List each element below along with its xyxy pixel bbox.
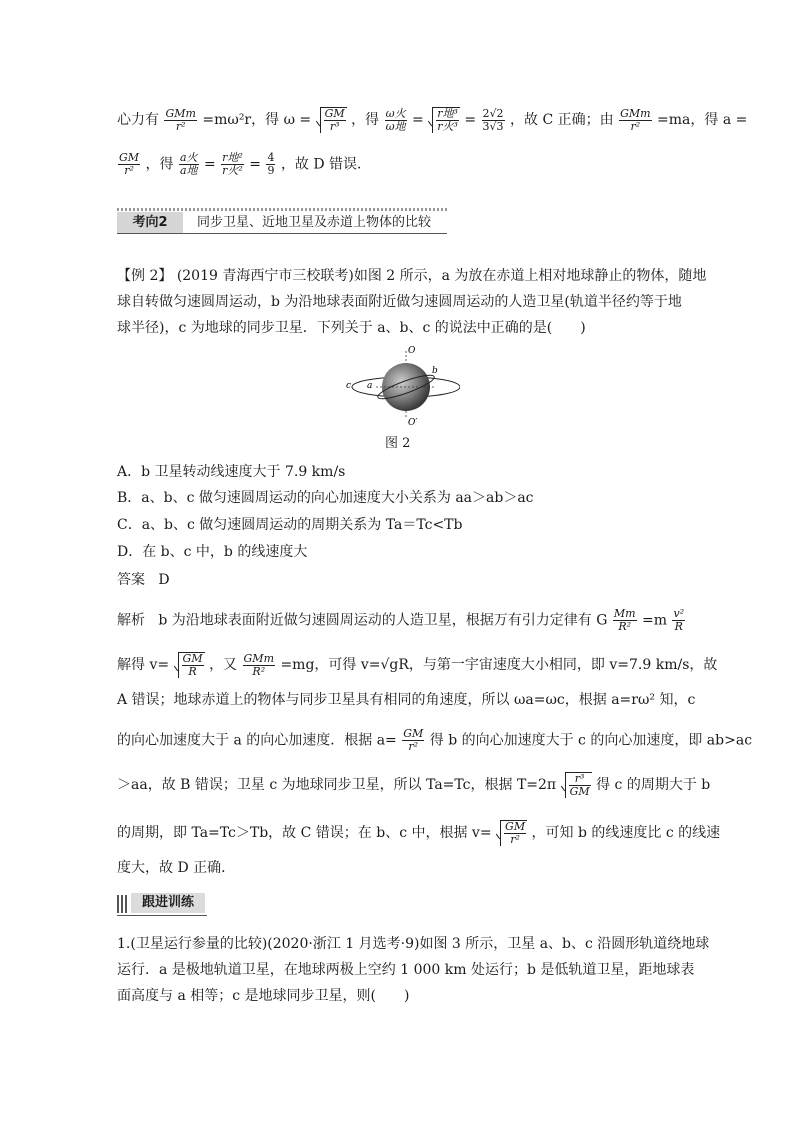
label-b: b bbox=[432, 366, 438, 376]
section-stripe bbox=[117, 208, 447, 211]
sqrt: $\frac{GM}{R}$ bbox=[178, 652, 205, 678]
fraction: $\frac{GM}{\text{r²}}$ bbox=[403, 727, 424, 753]
text: =m bbox=[642, 612, 668, 629]
option-d: D．在 b、c 中，b 的线速度大 bbox=[117, 544, 308, 560]
question-1-line-3: 面高度与 a 相等；c 是地球同步卫星，则( ) bbox=[117, 988, 410, 1004]
text: ，得 bbox=[351, 112, 380, 128]
text: = bbox=[203, 156, 216, 173]
example-source: (2019 青海西宁市三校联考) bbox=[176, 268, 354, 284]
analysis-line-3: A 错误；地球赤道上的物体与同步卫星具有相同的角速度，所以 ωa=ωc，根据 a=rω² 知，c bbox=[117, 692, 696, 708]
text: ，又 bbox=[209, 657, 238, 673]
text: 心力有 bbox=[117, 112, 159, 128]
continuation-line-1 bbox=[117, 107, 747, 133]
section-title: 同步卫星、近地卫星及赤道上物体的比较 bbox=[197, 215, 432, 230]
text: = bbox=[464, 112, 477, 128]
fraction: $\frac{Mm}{\text{R²}}$ bbox=[613, 607, 636, 633]
sqrt: $\frac{GM}{\text{r²}}$ bbox=[500, 820, 527, 846]
analysis-label: 解析 bbox=[117, 612, 145, 629]
text: =mg，可得 v=√gR，与第一宇宙速度大小相同，即 v=7.9 km/s，故 bbox=[280, 657, 718, 673]
answer-label: 答案 bbox=[117, 572, 145, 588]
earth-orbit-figure bbox=[340, 343, 460, 425]
fraction: $\frac{\text{r地²}}{\text{r火²}}$ bbox=[222, 151, 243, 177]
example-label: 【例 2】 bbox=[117, 268, 173, 284]
text: ，可知 b 的线速度比 c 的线速 bbox=[531, 825, 721, 841]
text: = bbox=[412, 112, 424, 128]
option-c: C．a、b、c 做匀速圆周运动的周期关系为 Ta＝Tc<Tb bbox=[117, 517, 463, 533]
text: ，故 C 正确；由 bbox=[510, 112, 614, 128]
sqrt: $\frac{\text{r地³}}{\text{r火³}}$ bbox=[432, 107, 460, 133]
text: =ma，得 a = bbox=[657, 112, 748, 128]
figure-caption: 图 2 bbox=[385, 436, 411, 451]
fraction: $\frac{\text{v²}}{R}$ bbox=[673, 607, 685, 633]
analysis-line-7: 度大，故 D 正确． bbox=[117, 860, 236, 876]
option-b: B．a、b、c 做匀速圆周运动的向心加速度大小关系为 aa＞ab＞ac bbox=[117, 490, 534, 506]
text: ，故 D 错误． bbox=[280, 156, 372, 173]
analysis-line-2 bbox=[117, 652, 717, 678]
text: b 为沿地球表面附近做匀速圆周运动的人造卫星，根据万有引力定律有 G bbox=[158, 612, 608, 629]
text: 的向心加速度大于 a 的向心加速度．根据 a= bbox=[117, 732, 397, 749]
analysis-line-1 bbox=[117, 608, 686, 633]
example-line-1 bbox=[117, 266, 706, 286]
label-O2: O′ bbox=[408, 418, 418, 425]
fraction: $\frac{4}{9}$ bbox=[267, 151, 275, 177]
text: ＞aa，故 B 错误；卫星 c 为地球同步卫星，所以 Ta=Tc，根据 T=2π bbox=[117, 777, 557, 793]
text: ，得 bbox=[145, 156, 174, 173]
fraction: $\frac{GM}{\text{r²}}$ bbox=[119, 151, 140, 177]
analysis-line-5 bbox=[117, 772, 710, 798]
fraction: $\frac{\text{GMm}}{\text{R²}}$ bbox=[243, 651, 274, 678]
question-1-line-1: 1.(卫星运行参量的比较)(2020·浙江 1 月选考·9)如图 3 所示，卫星 a、b、c 沿圆形轨道绕地球 bbox=[117, 936, 710, 952]
training-bars bbox=[117, 895, 129, 913]
label-c: c bbox=[346, 381, 352, 391]
section-header bbox=[117, 212, 677, 234]
analysis-line-4 bbox=[117, 728, 752, 753]
label-a: a bbox=[367, 381, 373, 391]
text: 得 c 的周期大于 b bbox=[596, 777, 711, 793]
fraction: $\frac{2√2}{3√3}$ bbox=[482, 106, 504, 133]
label-O: O bbox=[408, 346, 416, 356]
answer-value: D bbox=[158, 572, 170, 588]
sqrt: $\frac{GM}{\text{r³}}$ bbox=[320, 107, 347, 133]
sqrt: $\frac{\text{r³}}{GM}$ bbox=[565, 772, 592, 798]
training-rule bbox=[117, 915, 207, 916]
fraction: $\frac{\text{a火}}{\text{a地}}$ bbox=[179, 151, 198, 177]
training-header bbox=[117, 892, 207, 916]
fraction: $\frac{\text{GMm}}{\text{r²}}$ bbox=[165, 106, 196, 133]
continuation-line-2 bbox=[117, 152, 371, 177]
analysis-line-6 bbox=[117, 820, 720, 846]
answer-line bbox=[117, 570, 170, 590]
example-line-3: 球半径)，c 为地球的同步卫星．下列关于 a、b、c 的说法中正确的是( ) bbox=[117, 320, 586, 336]
text: 解得 v= bbox=[117, 657, 170, 673]
question-1-line-2: 运行．a 是极地轨道卫星，在地球两极上空约 1 000 km 处运行；b 是低轨道卫星，距地球表 bbox=[117, 962, 695, 978]
text: 的周期，即 Ta=Tc＞Tb，故 C 错误；在 b、c 中，根据 v= bbox=[117, 825, 492, 841]
text: = bbox=[249, 156, 262, 173]
section-tag: 考向2 bbox=[117, 212, 183, 234]
fraction: $\frac{\text{GMm}}{\text{r²}}$ bbox=[620, 106, 651, 133]
fraction: $\frac{\text{ω火}}{\text{ω地}}$ bbox=[385, 106, 406, 133]
example-line-2: 球自转做匀速圆周运动，b 为沿地球表面附近做匀速圆周运动的人造卫星(轨道半径约等于地 bbox=[117, 294, 682, 310]
text: 得 b 的向心加速度大于 c 的向心加速度，即 ab>ac bbox=[429, 732, 753, 749]
text: =mω²r，得 ω = bbox=[202, 112, 312, 128]
training-label: 跟进训练 bbox=[131, 893, 205, 913]
text: 如图 2 所示，a 为放在赤道上相对地球静止的物体，随地 bbox=[353, 268, 707, 284]
section-rule bbox=[117, 233, 447, 234]
option-a: A．b 卫星转动线速度大于 7.9 km/s bbox=[117, 464, 346, 480]
